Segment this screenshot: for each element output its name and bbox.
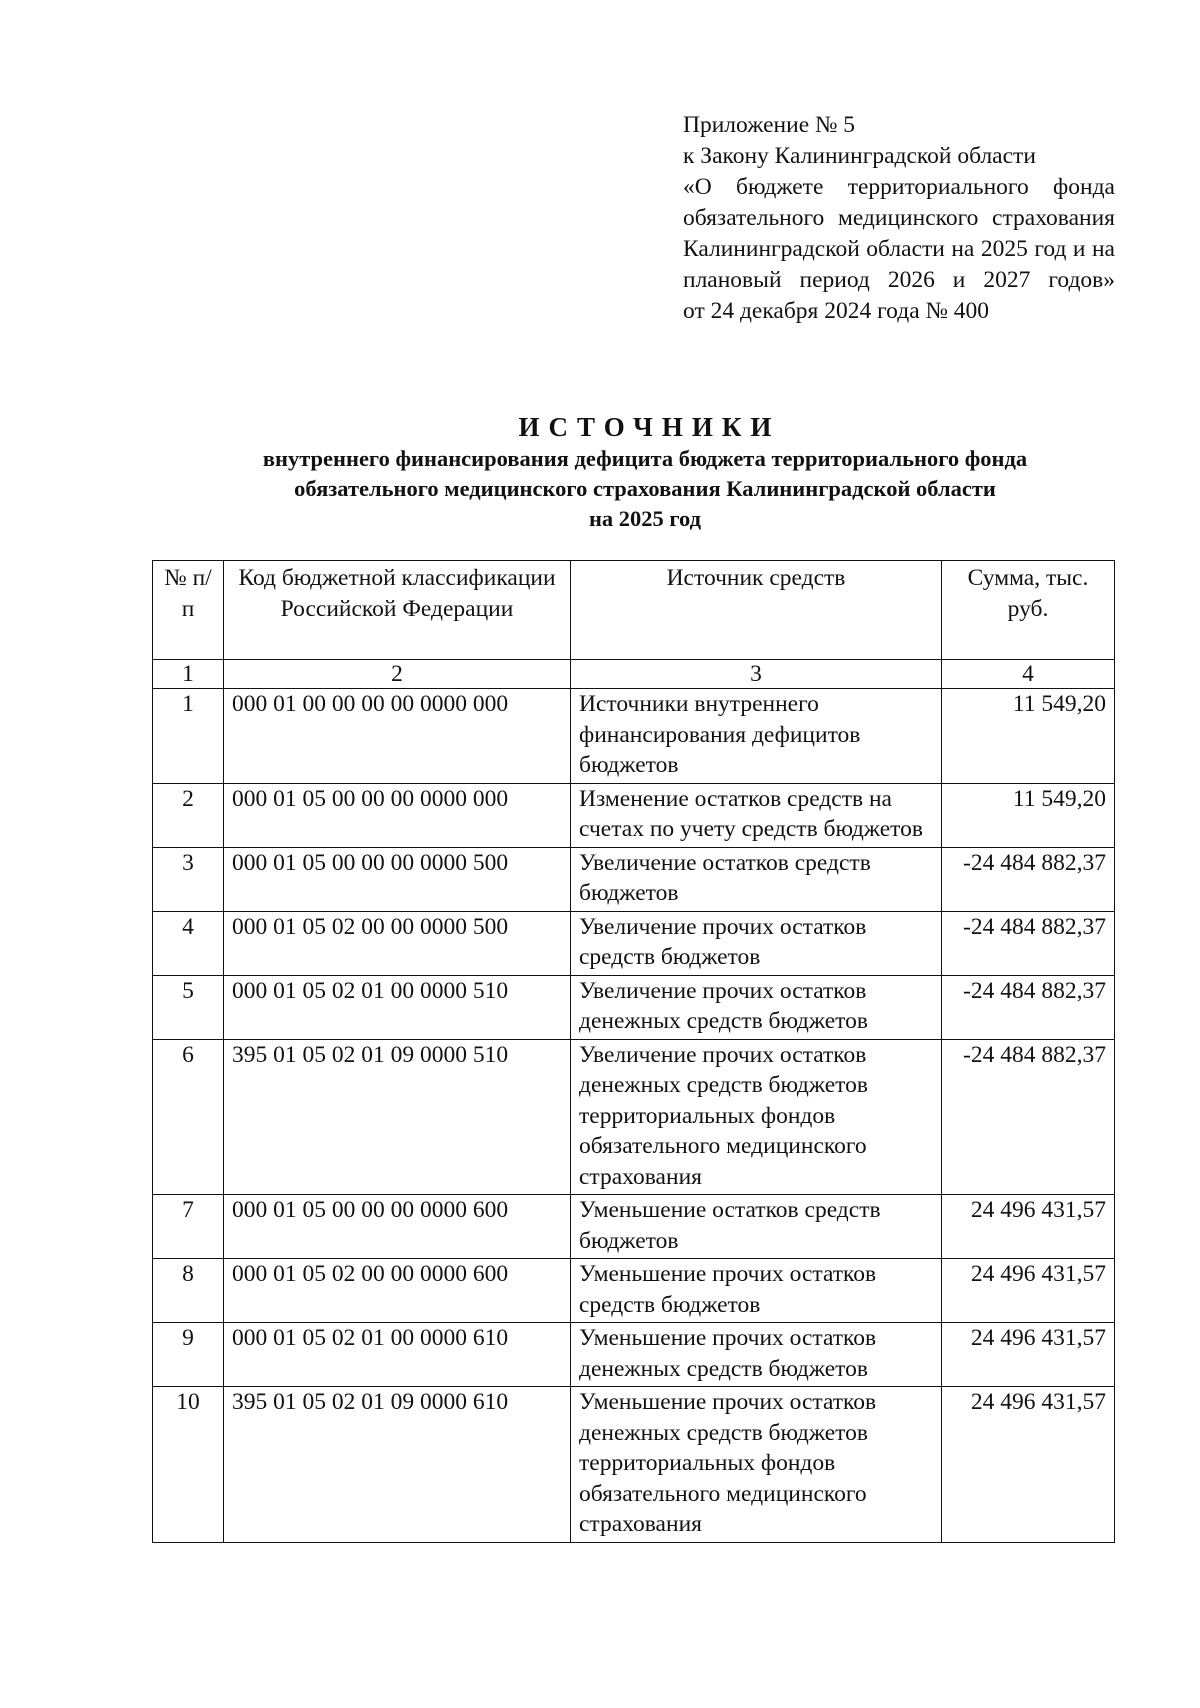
row-code: 395 01 05 02 01 09 0000 510 bbox=[224, 1039, 571, 1195]
row-source: Уменьшение прочих остатков денежных средств бюджетов территориальных фондов обязательного медицинского страхования bbox=[571, 1387, 942, 1543]
row-source: Увеличение прочих остатков денежных средств бюджетов территориальных фондов обязательного медицинского страхования bbox=[571, 1039, 942, 1195]
row-number: 3 bbox=[153, 847, 224, 911]
row-code: 395 01 05 02 01 09 0000 610 bbox=[224, 1387, 571, 1543]
table-row bbox=[153, 975, 1115, 1039]
row-source: Увеличение прочих остатков денежных средств бюджетов bbox=[571, 975, 942, 1039]
row-number: 9 bbox=[153, 1323, 224, 1387]
title-subtitle-2: обязательного медицинского страхования Калининградской области bbox=[294, 476, 996, 501]
row-code: 000 01 05 00 00 00 0000 000 bbox=[224, 783, 571, 847]
row-code: 000 01 05 00 00 00 0000 600 bbox=[224, 1195, 571, 1259]
row-code: 000 01 05 02 00 00 0000 500 bbox=[224, 911, 571, 975]
row-amount: -24 484 882,37 bbox=[942, 1039, 1115, 1195]
table-header-row bbox=[153, 561, 1115, 660]
row-number: 8 bbox=[153, 1259, 224, 1323]
row-amount: -24 484 882,37 bbox=[942, 847, 1115, 911]
title-subtitle-3: на 2025 год bbox=[588, 506, 702, 531]
table-row bbox=[153, 1195, 1115, 1259]
row-code: 000 01 05 00 00 00 0000 500 bbox=[224, 847, 571, 911]
column-number-row bbox=[153, 660, 1115, 689]
header-code: Код бюджетной классификации Российской Федерации bbox=[224, 561, 571, 660]
row-amount: -24 484 882,37 bbox=[942, 911, 1115, 975]
title-main: ИСТОЧНИКИ bbox=[518, 412, 781, 442]
table-row bbox=[153, 689, 1115, 784]
row-source: Изменение остатков средств на счетах по учету средств бюджетов bbox=[571, 783, 942, 847]
row-number: 4 bbox=[153, 911, 224, 975]
row-source: Увеличение остатков средств бюджетов bbox=[571, 847, 942, 911]
row-amount: -24 484 882,37 bbox=[942, 975, 1115, 1039]
table-row bbox=[153, 1039, 1115, 1195]
row-code: 000 01 05 02 01 00 0000 610 bbox=[224, 1323, 571, 1387]
row-source: Увеличение прочих остатков средств бюджетов bbox=[571, 911, 942, 975]
row-source: Уменьшение остатков средств бюджетов bbox=[571, 1195, 942, 1259]
column-number: 2 bbox=[224, 660, 571, 689]
table-row bbox=[153, 911, 1115, 975]
row-amount: 24 496 431,57 bbox=[942, 1387, 1115, 1543]
row-code: 000 01 05 02 00 00 0000 600 bbox=[224, 1259, 571, 1323]
table-row bbox=[153, 1323, 1115, 1387]
row-amount: 11 549,20 bbox=[942, 783, 1115, 847]
row-amount: 24 496 431,57 bbox=[942, 1259, 1115, 1323]
row-code: 000 01 00 00 00 00 0000 000 bbox=[224, 689, 571, 784]
table-row bbox=[153, 847, 1115, 911]
header-number: № п/п bbox=[153, 561, 224, 660]
title-subtitle-1: внутреннего финансирования дефицита бюджета территориального фонда bbox=[262, 446, 1028, 471]
document-title bbox=[0, 410, 1200, 534]
row-number: 6 bbox=[153, 1039, 224, 1195]
table-row bbox=[153, 1387, 1115, 1543]
annex-header bbox=[683, 110, 1115, 327]
table-row bbox=[153, 1259, 1115, 1323]
annex-law-date: от 24 декабря 2024 года № 400 bbox=[683, 298, 990, 324]
column-number: 4 bbox=[942, 660, 1115, 689]
header-amount: Сумма, тыс. руб. bbox=[942, 561, 1115, 660]
row-number: 1 bbox=[153, 689, 224, 784]
row-source: Уменьшение прочих остатков средств бюджетов bbox=[571, 1259, 942, 1323]
row-source: Уменьшение прочих остатков денежных средств бюджетов bbox=[571, 1323, 942, 1387]
row-amount: 11 549,20 bbox=[942, 689, 1115, 784]
annex-law-reference: к Закону Калининградской области bbox=[683, 143, 1036, 169]
row-code: 000 01 05 02 01 00 0000 510 bbox=[224, 975, 571, 1039]
annex-number: Приложение № 5 bbox=[683, 112, 856, 138]
sources-table bbox=[152, 560, 1115, 1543]
row-number: 5 bbox=[153, 975, 224, 1039]
annex-law-title: «О бюджете территориального фонда обязательного медицинского страхования Калининградской области на 2025 год и на плановый период 2026 и 2027 годов» bbox=[683, 174, 1115, 293]
row-amount: 24 496 431,57 bbox=[942, 1323, 1115, 1387]
table-row bbox=[153, 783, 1115, 847]
row-number: 10 bbox=[153, 1387, 224, 1543]
row-number: 7 bbox=[153, 1195, 224, 1259]
column-number: 3 bbox=[571, 660, 942, 689]
row-amount: 24 496 431,57 bbox=[942, 1195, 1115, 1259]
row-source: Источники внутреннего финансирования дефицитов бюджетов bbox=[571, 689, 942, 784]
header-source: Источник средств bbox=[571, 561, 942, 660]
row-number: 2 bbox=[153, 783, 224, 847]
column-number: 1 bbox=[153, 660, 224, 689]
